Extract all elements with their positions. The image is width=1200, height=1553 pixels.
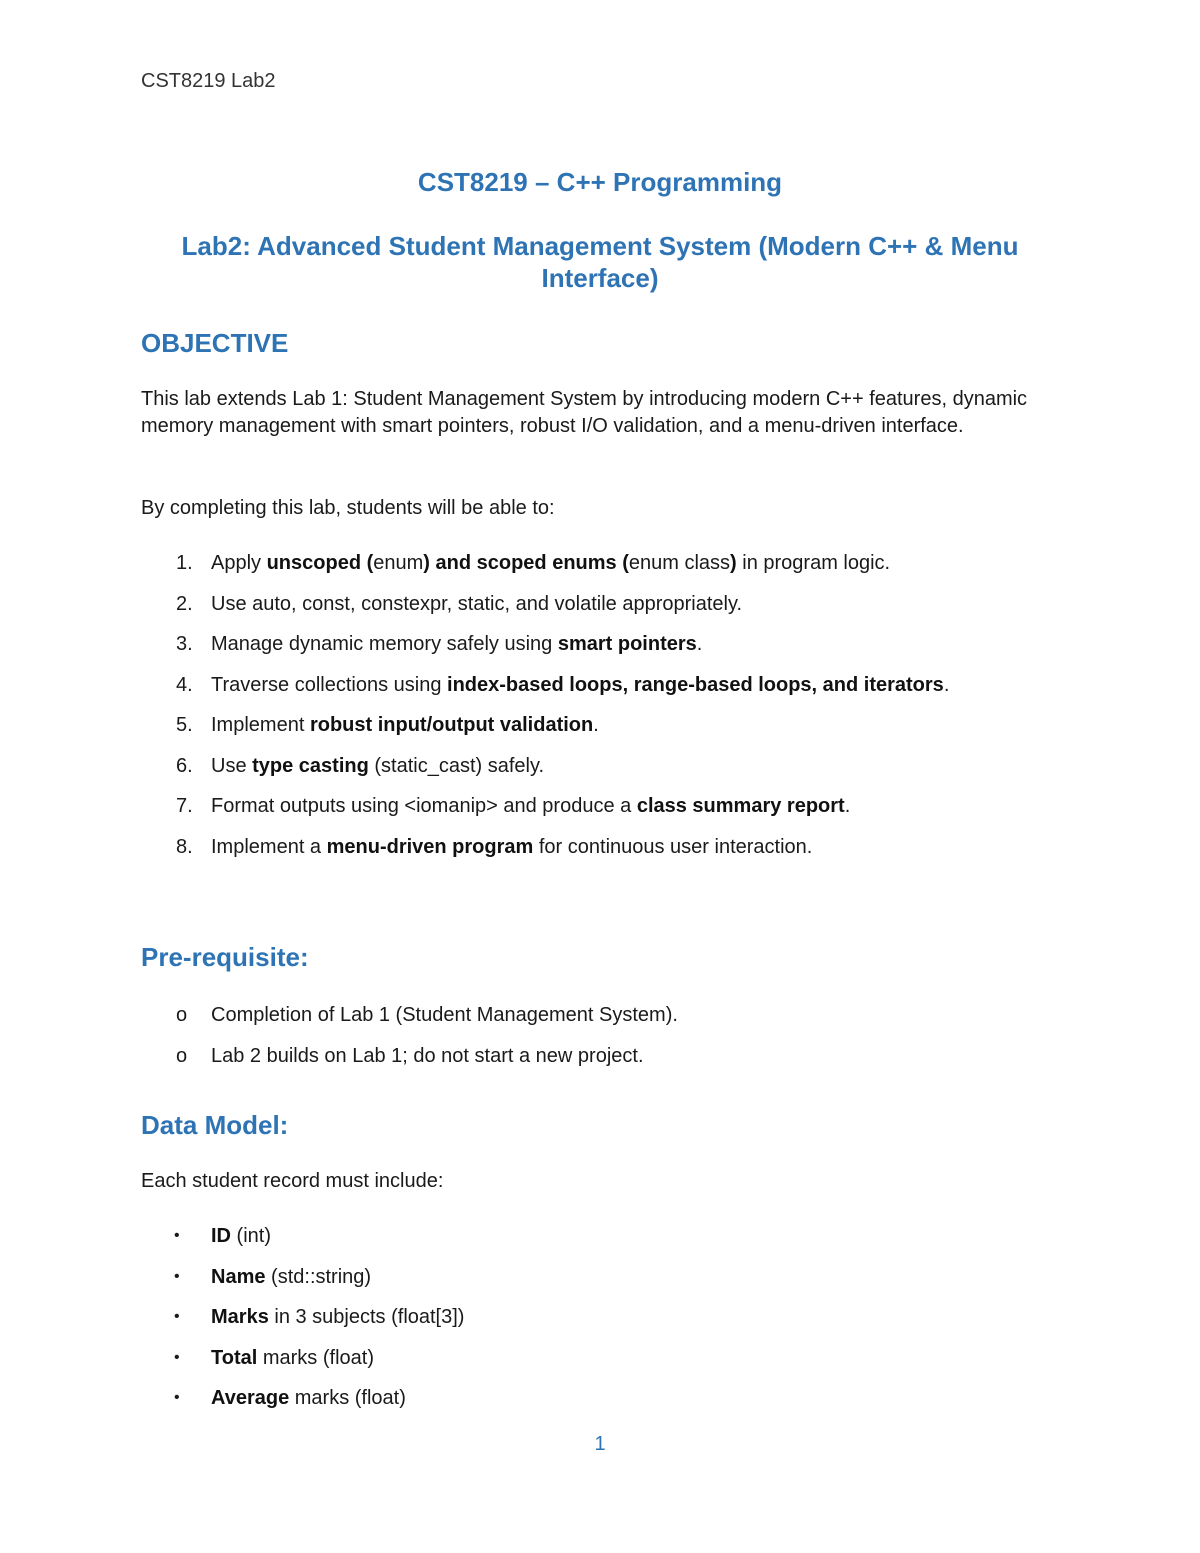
list-item: • Marks in 3 subjects (float[3]) — [141, 1297, 1061, 1338]
list-number: 5. — [176, 714, 193, 736]
circle-bullet-icon: o — [176, 1004, 188, 1026]
list-number: 8. — [176, 835, 193, 858]
bullet-dot-icon: • — [174, 1308, 180, 1325]
list-item: 8. Implement a menu-driven program for continuous user interaction. — [141, 827, 1061, 868]
document-subtitle: Lab2: Advanced Student Management System (Modern C++ & Menu Interface) — [181, 231, 1019, 293]
objective-lead: By completing this lab, students will be able to: — [141, 497, 555, 519]
list-item: 5. Implement robust input/output validation. — [141, 705, 1061, 746]
bullet-dot-icon: • — [174, 1227, 180, 1244]
circle-bullet-icon: o — [176, 1044, 188, 1067]
prerequisite-list — [141, 995, 1061, 1076]
objective-intro: This lab extends Lab 1: Student Management System by introducing modern C++ features, dynamic memory management with smart pointers, robust I/O validation, and a menu-driven interface. — [141, 388, 1028, 437]
list-item: 2. Use auto, const, constexpr, static, and volatile appropriately. — [141, 584, 1061, 625]
list-item: o Lab 2 builds on Lab 1; do not start a new project. — [141, 1036, 1061, 1077]
list-item: • Total marks (float) — [141, 1338, 1061, 1379]
objective-heading: OBJECTIVE — [141, 328, 289, 358]
list-number: 7. — [176, 795, 193, 817]
list-number: 3. — [176, 633, 193, 655]
data-model-heading: Data Model: — [141, 1110, 289, 1140]
prerequisite-heading: Pre-requisite: — [141, 942, 309, 972]
data-model-lead: Each student record must include: — [141, 1170, 444, 1192]
bullet-dot-icon: • — [174, 1348, 180, 1366]
list-item: 3. Manage dynamic memory safely using smart pointers. — [141, 624, 1061, 665]
list-item: 4. Traverse collections using index-based loops, range-based loops, and iterators. — [141, 665, 1061, 706]
list-item: • Average marks (float) — [141, 1378, 1061, 1419]
list-item: • Name (std::string) — [141, 1257, 1061, 1298]
list-item: 1. Apply unscoped (enum) and scoped enums (enum class) in program logic. — [141, 543, 1061, 584]
list-item: o Completion of Lab 1 (Student Management System). — [141, 995, 1061, 1036]
list-number: 4. — [176, 673, 193, 696]
list-number: 6. — [176, 754, 193, 777]
bullet-dot-icon: • — [174, 1267, 180, 1285]
running-header: CST8219 Lab2 — [141, 70, 276, 92]
list-number: 1. — [176, 552, 193, 574]
list-item: 6. Use type casting (static_cast) safely. — [141, 746, 1061, 787]
objective-list — [141, 543, 1061, 867]
list-number: 2. — [176, 592, 193, 615]
bullet-dot-icon: • — [174, 1389, 180, 1406]
list-item: 7. Format outputs using <iomanip> and produce a class summary report. — [141, 786, 1061, 827]
data-model-list — [141, 1216, 1061, 1419]
document-title: CST8219 – C++ Programming — [417, 167, 783, 197]
list-item: • ID (int) — [141, 1216, 1061, 1257]
page-number: 1 — [594, 1433, 606, 1455]
